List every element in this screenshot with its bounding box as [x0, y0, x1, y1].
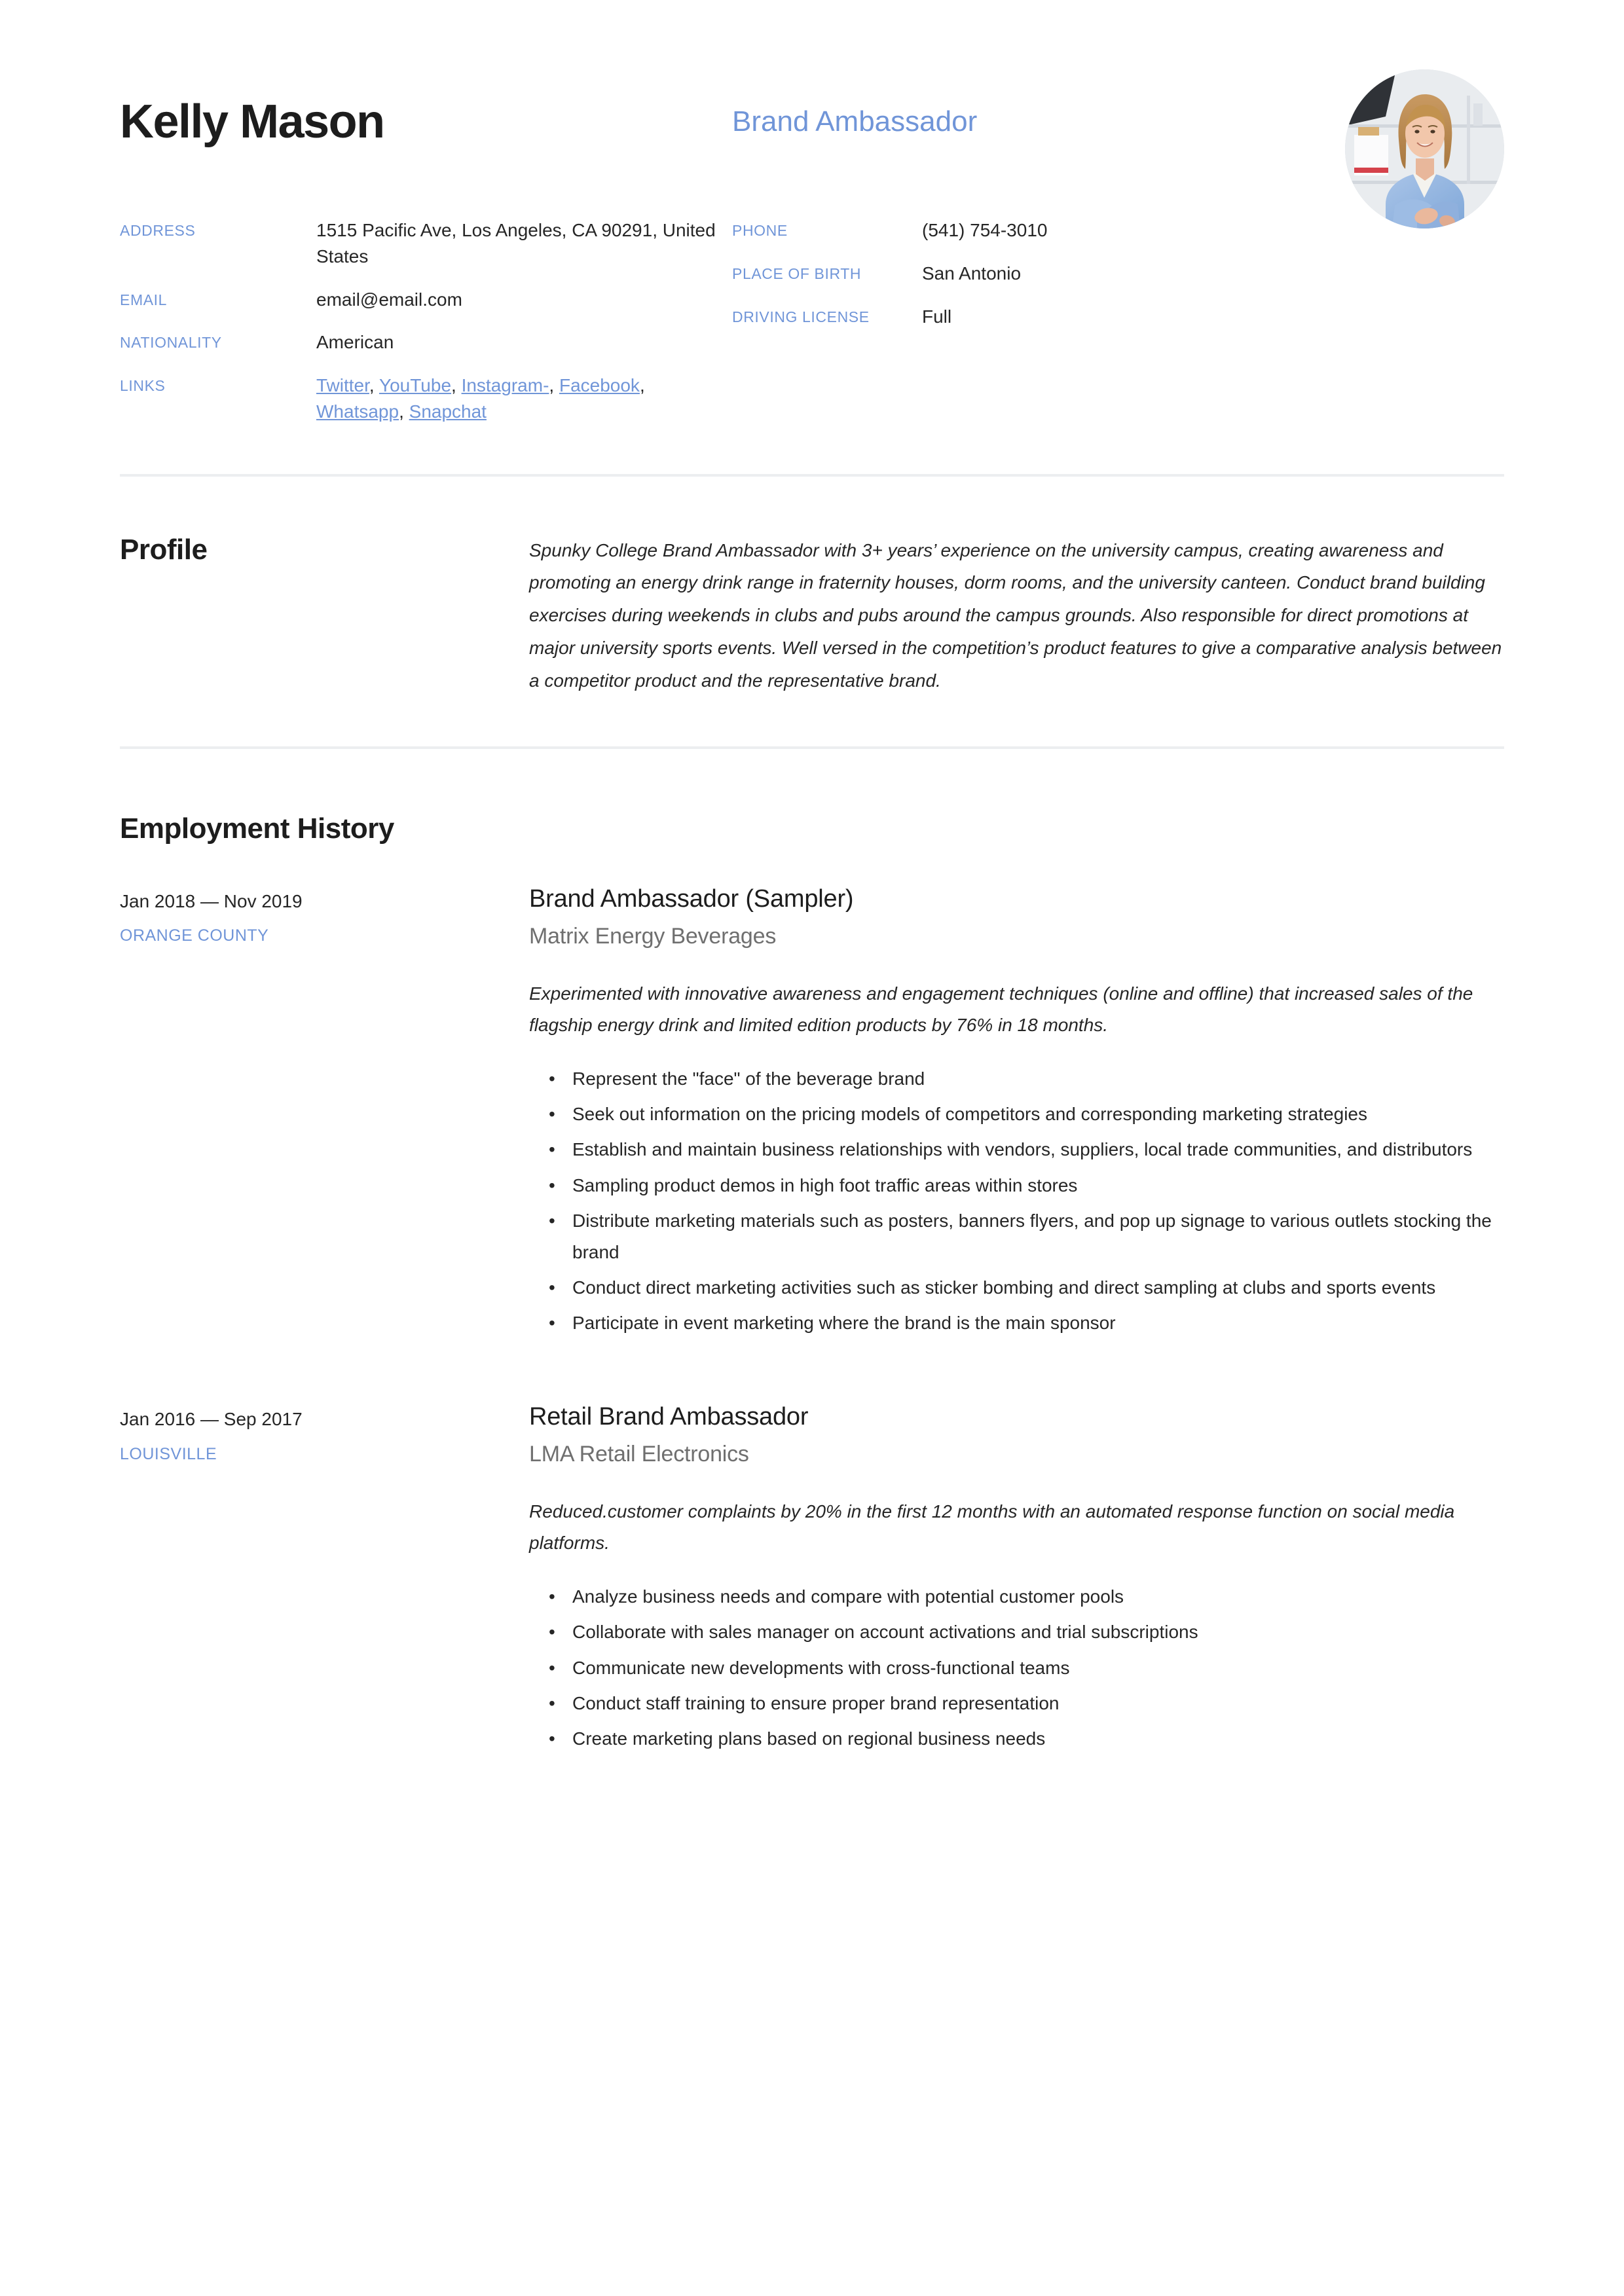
phone-value: (541) 754-3010 [922, 220, 1048, 240]
job-meta [120, 884, 529, 1343]
candidate-job-title: Brand Ambassador [732, 105, 978, 137]
employment-heading-spacer [529, 813, 1504, 845]
employment-heading: Employment History [120, 812, 394, 845]
phone-label: PHONE [732, 222, 788, 239]
job-bullet-text: Establish and maintain business relationships with vendors, suppliers, local trade communities, and distributors [572, 1139, 1473, 1160]
email-value: email@email.com [316, 289, 462, 310]
contact-row-links [120, 373, 732, 425]
employment-heading-col [120, 813, 529, 845]
profile-heading-col [120, 534, 529, 697]
bullet-point-icon: • [549, 1175, 555, 1195]
job-bullet [529, 1652, 1504, 1684]
profile-section [120, 477, 1504, 697]
job-bullet [529, 1616, 1504, 1648]
driving-license-label: DRIVING LICENSE [732, 308, 870, 325]
job-bullet [529, 1688, 1504, 1719]
driving-license-value: Full [922, 306, 952, 327]
profile-heading: Profile [120, 533, 208, 566]
job-location: LOUISVILLE [120, 1444, 217, 1463]
links-label: LINKS [120, 377, 166, 394]
job-bullet-text: Represent the "face" of the beverage brand [572, 1068, 925, 1089]
link-instagram[interactable]: Instagram- [461, 375, 549, 395]
bullet-point-icon: • [549, 1692, 555, 1713]
candidate-name: Kelly Mason [120, 96, 384, 148]
bullet-point-icon: • [549, 1277, 555, 1298]
job-details [529, 1402, 1504, 1758]
bullet-point-icon: • [549, 1210, 555, 1231]
contact-details [120, 217, 1504, 425]
profile-text: Spunky College Brand Ambassador with 3+ years’ experience on the university campus, creating awareness and promoting an energy drink range in fraternity houses, dorm rooms, and the university canteen. Conduct brand building exercises during weekends in clubs and pubs around the campus grounds. Also responsible for direct promotions at major university sports events. Well versed in the competition’s product features to give a comparative analysis between a competitor product and the representative brand. [529, 539, 1502, 691]
profile-body-col [529, 534, 1504, 697]
job-role: Retail Brand Ambassador [529, 1403, 809, 1431]
place-of-birth-value: San Antonio [922, 263, 1022, 283]
job-dates: Jan 2016 — Sep 2017 [120, 1409, 303, 1430]
job-summary: Experimented with innovative awareness and engagement techniques (online and offline) that increased sales of the flagship energy drink and limited edition products by 76% in 18 months. [529, 983, 1473, 1035]
job-bullet-text: Collaborate with sales manager on account activations and trial subscriptions [572, 1622, 1198, 1643]
job-bullet-text: Sampling product demos in high foot traffic areas within stores [572, 1175, 1078, 1195]
job-dates: Jan 2018 — Nov 2019 [120, 891, 303, 912]
job-details [529, 884, 1504, 1343]
job-bullet [529, 1134, 1504, 1165]
job-role: Brand Ambassador (Sampler) [529, 885, 854, 913]
job-bullet-text: Analyze business needs and compare with potential customer pools [572, 1586, 1124, 1607]
job-bullet-list [529, 1581, 1504, 1755]
job-company: LMA Retail Electronics [529, 1441, 749, 1467]
bullet-point-icon: • [549, 1728, 555, 1749]
job-bullet-list [529, 1063, 1504, 1339]
nationality-label: NATIONALITY [120, 334, 222, 352]
contact-column-left [120, 217, 732, 425]
bullet-point-icon: • [549, 1068, 555, 1089]
job-company: Matrix Energy Beverages [529, 923, 777, 949]
job-bullet [529, 1063, 1504, 1095]
name-title-row [120, 96, 1504, 148]
job-bullet-text: Distribute marketing materials such as posters, banners flyers, and pop up signage to various outlets stocking the brand [572, 1210, 1492, 1262]
bullet-point-icon: • [549, 1313, 555, 1334]
job-entry [120, 884, 1504, 1343]
contact-row-place-of-birth [732, 261, 1504, 287]
contact-row-email [120, 287, 732, 313]
avatar [1345, 69, 1504, 228]
job-bullet-text: Communicate new developments with cross-functional teams [572, 1657, 1070, 1678]
bullet-point-icon: • [549, 1657, 555, 1678]
employment-section [120, 749, 1504, 1758]
job-bullet-text: Create marketing plans based on regional business needs [572, 1728, 1046, 1749]
place-of-birth-label: PLACE OF BIRTH [732, 264, 862, 282]
job-bullet-text: Conduct staff training to ensure proper brand representation [572, 1692, 1060, 1713]
contact-row-nationality [120, 329, 732, 355]
link-youtube[interactable]: YouTube [378, 375, 452, 395]
contact-row-address [120, 217, 732, 270]
job-bullet [529, 1205, 1504, 1268]
resume-header [120, 0, 1504, 164]
job-bullet-text: Participate in event marketing where the brand is the main sponsor [572, 1313, 1116, 1334]
link-twitter[interactable]: Twitter [316, 375, 369, 395]
job-bullet [529, 1723, 1504, 1755]
email-label: EMAIL [120, 291, 168, 308]
bullet-point-icon: • [549, 1586, 555, 1607]
job-entry [120, 1402, 1504, 1758]
link-whatsapp[interactable]: Whatsapp [316, 401, 399, 422]
bullet-point-icon: • [549, 1622, 555, 1643]
address-label: ADDRESS [120, 222, 196, 239]
job-bullet-text: Conduct direct marketing activities such as sticker bombing and direct sampling at clubs and sports events [572, 1277, 1436, 1298]
contact-column-right [732, 217, 1504, 425]
profile-photo-illustration [1345, 69, 1504, 228]
contact-row-phone [732, 217, 1504, 244]
job-summary: Reduced.customer complaints by 20% in the first 12 months with an automated response function on social media platforms. [529, 1501, 1455, 1554]
job-bullet [529, 1307, 1504, 1339]
job-meta [120, 1402, 529, 1758]
job-location: ORANGE COUNTY [120, 926, 269, 945]
bullet-point-icon: • [549, 1104, 555, 1125]
links-value: Twitter, YouTube, Instagram-, Facebook, Whatsapp, Snapchat [316, 375, 645, 422]
nationality-value: American [316, 332, 394, 353]
link-facebook[interactable]: Facebook [559, 375, 640, 395]
link-snapchat[interactable]: Snapchat [409, 401, 487, 422]
address-value: 1515 Pacific Ave, Los Angeles, CA 90291, United States [316, 220, 716, 266]
job-bullet [529, 1099, 1504, 1130]
job-bullet [529, 1272, 1504, 1303]
job-bullet-text: Seek out information on the pricing models of competitors and corresponding marketing strategies [572, 1104, 1367, 1125]
employment-heading-row [120, 813, 1504, 845]
job-bullet [529, 1581, 1504, 1613]
contact-row-driving-license [732, 304, 1504, 330]
job-bullet [529, 1170, 1504, 1201]
bullet-point-icon: • [549, 1139, 555, 1160]
